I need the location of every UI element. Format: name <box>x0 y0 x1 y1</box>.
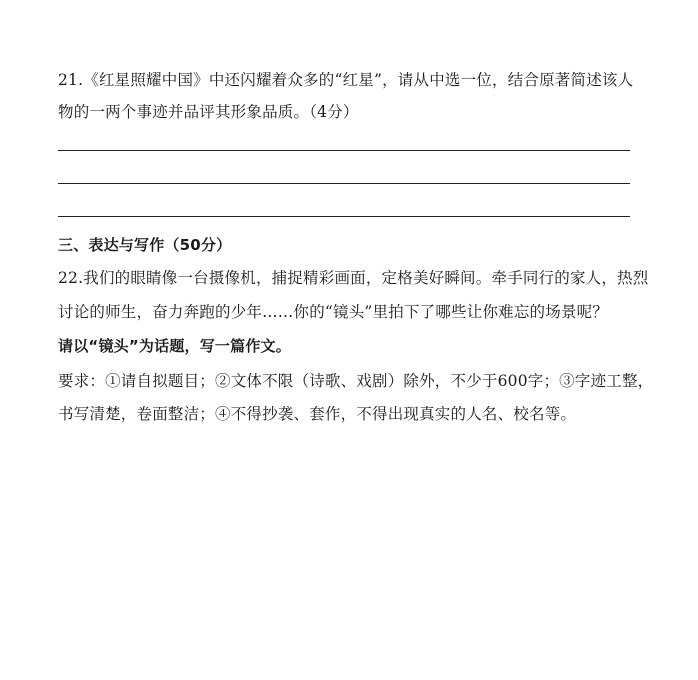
requirements-line-1: 要求：①请自拟题目；②文体不限（诗歌、戏剧）除外，不少于600字；③字迹工整， <box>58 372 654 390</box>
question-21-text-line-1: 21.《红星照耀中国》中还闪耀着众多的“红星”，请从中选一位，结合原著简述该人 <box>58 71 634 89</box>
question-21-text-line-2: 物的一两个事迹并品评其形象品质。（4分） <box>58 103 359 121</box>
answer-line-1 <box>58 150 630 151</box>
requirements-line-2: 书写清楚，卷面整洁；④不得抄袭、套作，不得出现真实的人名、校名等。 <box>58 405 577 423</box>
essay-instruction: 请以“镜头”为话题，写一篇作文。 <box>58 337 291 355</box>
section-3-heading: 三、表达与写作（50分） <box>58 236 232 254</box>
question-22-text-line-1: 22.我们的眼睛像一台摄像机，捕捉精彩画面，定格美好瞬间。牵手同行的家人，热烈 <box>58 269 649 287</box>
answer-line-2 <box>58 183 630 184</box>
answer-line-3 <box>58 216 630 217</box>
question-22-text-line-2: 讨论的师生，奋力奔跑的少年……你的“镜头”里拍下了哪些让你难忘的场景呢？ <box>58 303 609 321</box>
